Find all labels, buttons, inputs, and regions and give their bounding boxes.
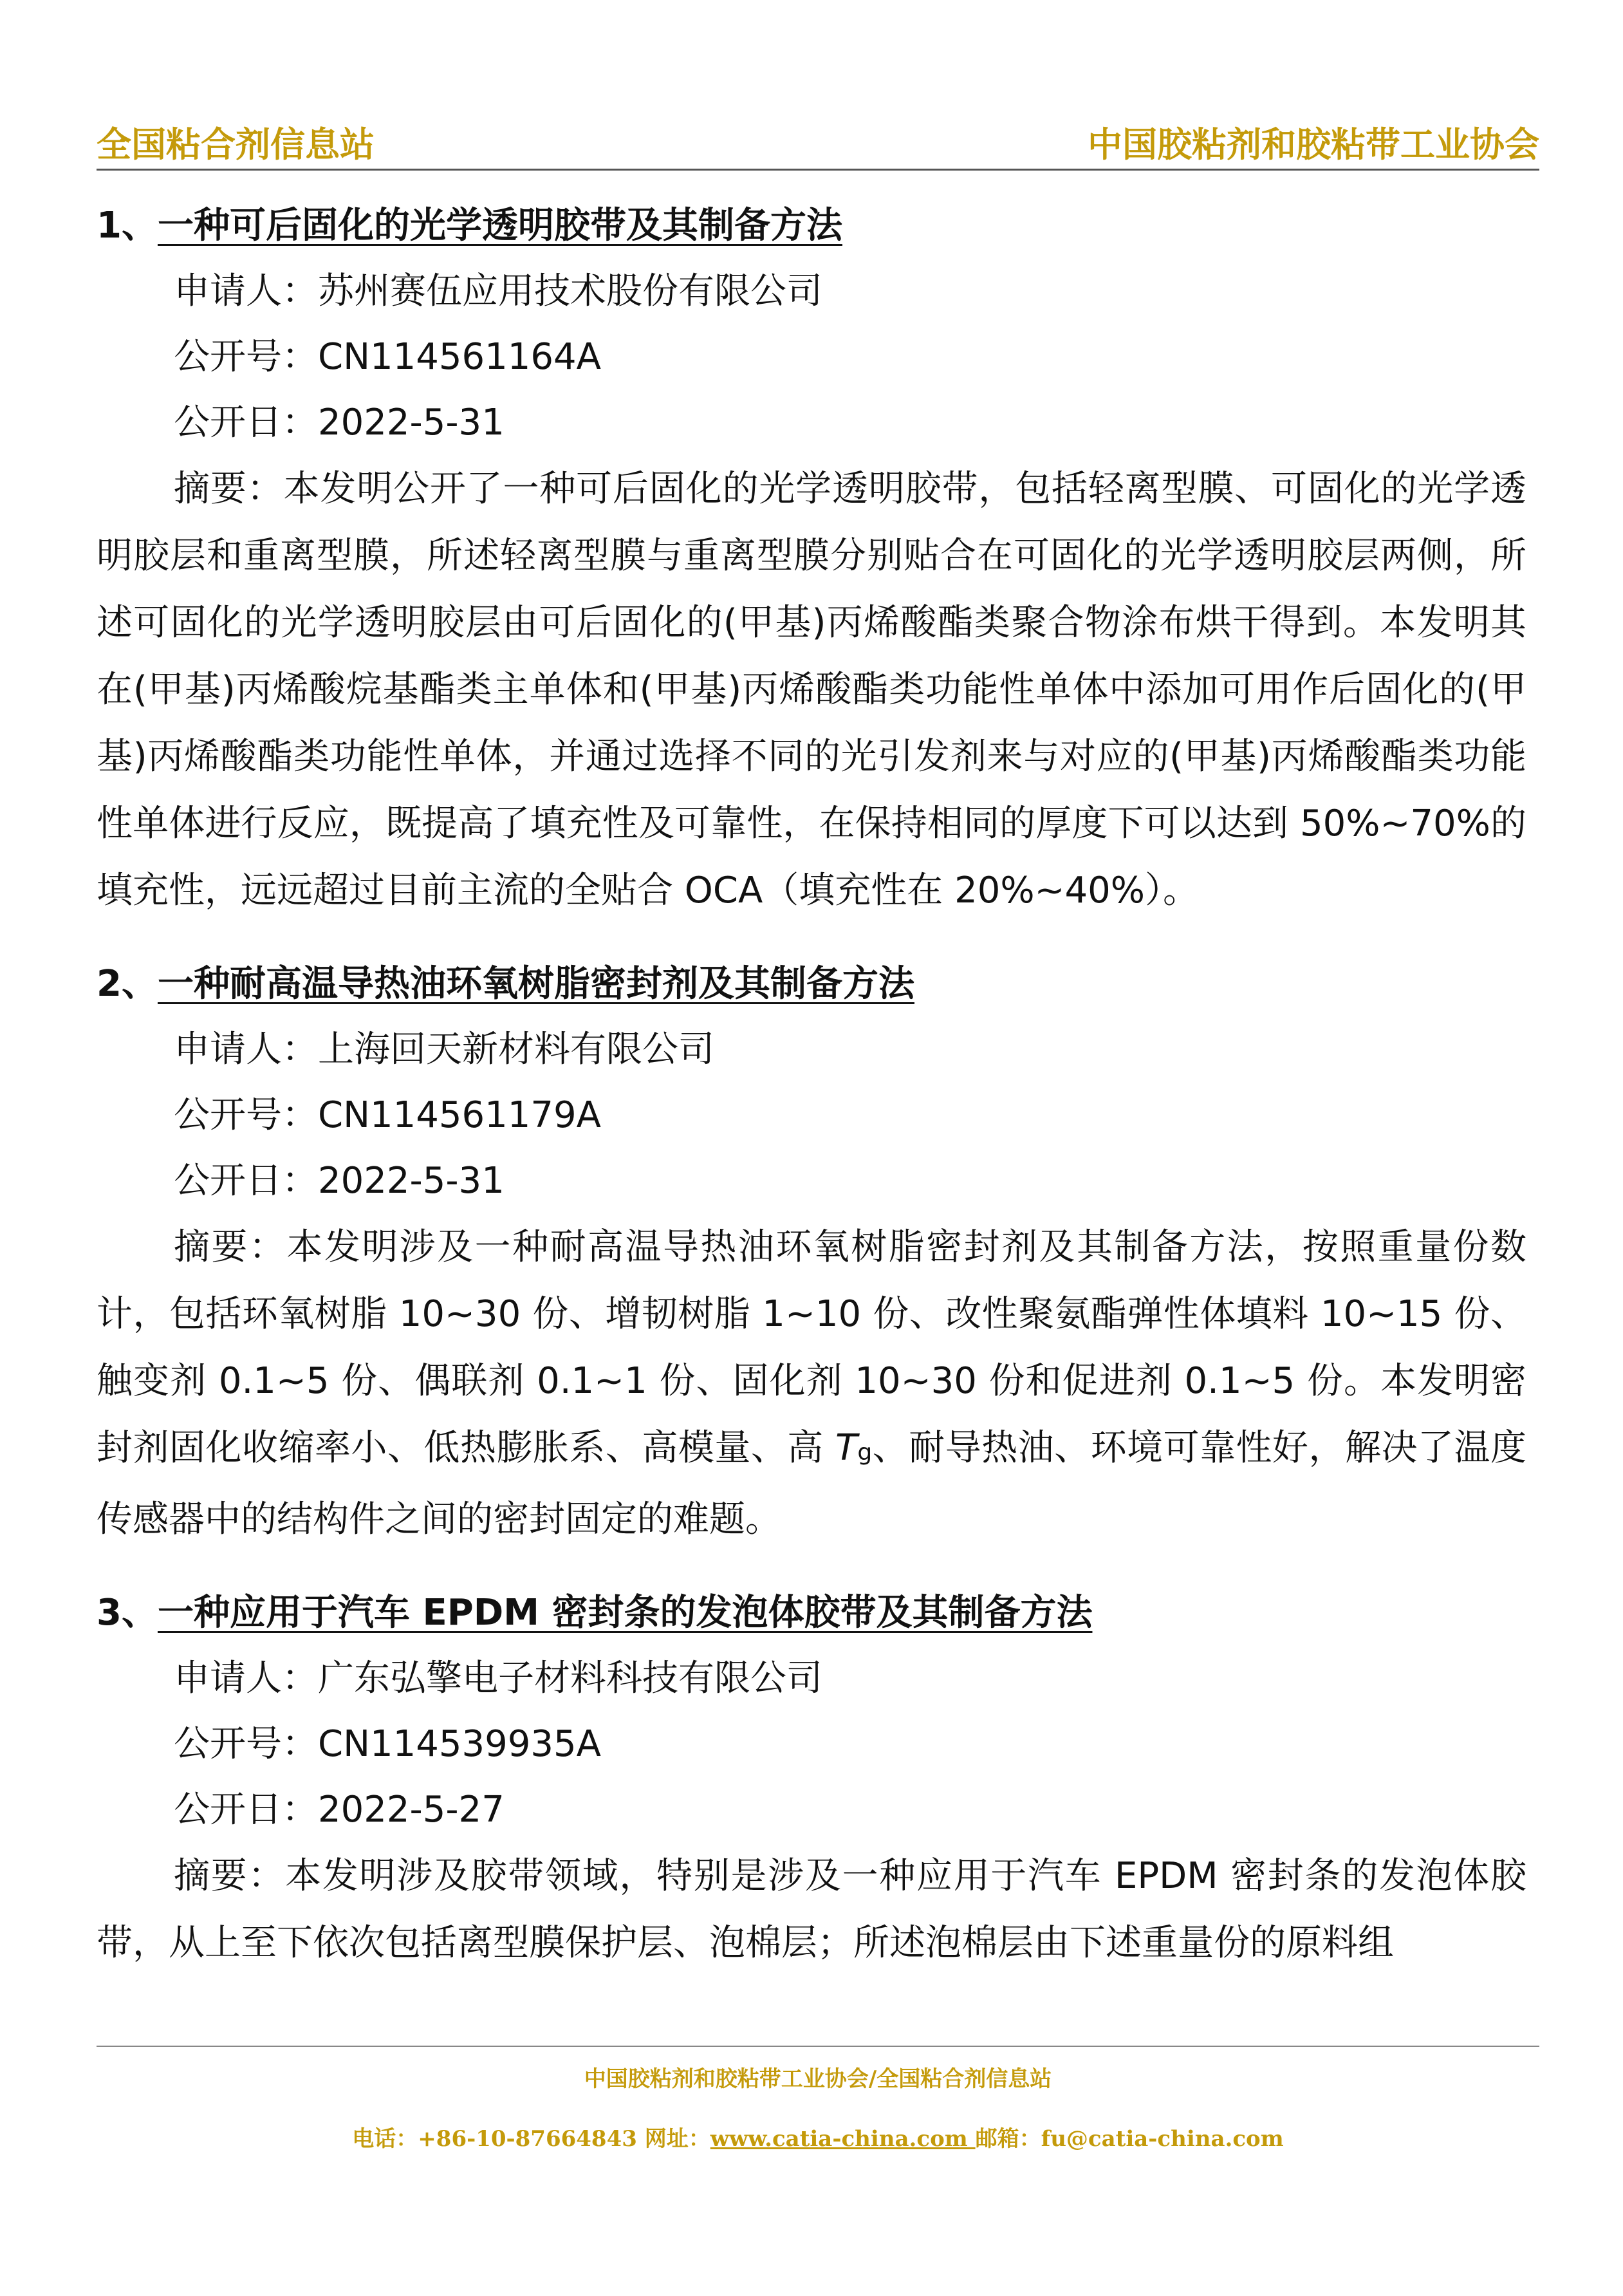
abstract: [97, 1214, 1526, 1553]
tg-symbol: T: [835, 1427, 858, 1469]
tg-subscript: g: [857, 1439, 873, 1466]
patent-entry: [97, 951, 1526, 1553]
applicant: 申请人：上海回天新材料有限公司: [174, 1029, 714, 1070]
abstract-text-b: 、耐导热油、环境可靠性好，解决了温度传感器中的结构件之间的密封固定的难题。: [97, 1427, 1526, 1540]
footer-contact: [97, 2121, 1539, 2152]
entry-number: 2、: [97, 963, 158, 1005]
publication-number: 公开号：CN114561179A: [174, 1094, 601, 1136]
publication-number: 公开号：CN114561164A: [174, 336, 601, 378]
applicant: 申请人：苏州赛伍应用技术股份有限公司: [174, 270, 822, 312]
header-site-name: 全国粘合剂信息站: [97, 124, 375, 165]
page-footer: [97, 2046, 1539, 2152]
publication-date: 公开日：2022-5-31: [174, 402, 505, 443]
applicant: 申请人：广东弘擎电子材料科技有限公司: [174, 1657, 822, 1699]
abstract: 摘要：本发明公开了一种可后固化的光学透明胶带，包括轻离型膜、可固化的光学透明胶层和重离型膜，所述轻离型膜与重离型膜分别贴合在可固化的光学透明胶层两侧，所述可固化的光学透明胶层由可后固化的(甲基)丙烯酸酯类聚合物涂布烘干得到。本发明其在(甲基)丙烯酸烷基酯类主单体和(甲基)丙烯酸酯类功能性单体中添加可用作后固化的(甲基)丙烯酸酯类功能性单体，并通过选择不同的光引发剂来与对应的(甲基)丙烯酸酯类功能性单体进行反应，既提高了填充性及可靠性，在保持相同的厚度下可以达到 50%~70%的填充性，远远超过目前主流的全贴合 OCA（填充性在 20%~40%）。: [97, 468, 1526, 911]
patent-entry: [97, 193, 1526, 924]
footer-phone: 电话：+86-10-87664843 网址：: [352, 2126, 710, 2152]
entry-title: [97, 193, 1526, 259]
entry-title: [97, 951, 1526, 1017]
footer-organization: 中国胶粘剂和胶粘带工业协会/全国粘合剂信息站: [584, 2066, 1052, 2092]
entry-number: 3、: [97, 1592, 158, 1634]
abstract-text-a: 摘要：本发明涉及一种耐高温导热油环氧树脂密封剂及其制备方法，按照重量份数计，包括环氧树脂 10~30 份、增韧树脂 1~10 份、改性聚氨酯弹性体填料 10~15 份、触变剂 0.1~5 份、偶联剂 0.1~1 份、固化剂 10~30 份和促进剂 0.1~5 份。本发明密封剂固化收缩率小、低热膨胀系、高模量、高: [97, 1226, 1526, 1469]
publication-date: 公开日：2022-5-31: [174, 1160, 505, 1202]
publication-date: 公开日：2022-5-27: [174, 1789, 505, 1831]
abstract: 摘要：本发明涉及胶带领域，特别是涉及一种应用于汽车 EPDM 密封条的发泡体胶带，从上至下依次包括离型膜保护层、泡棉层；所述泡棉层由下述重量份的原料组: [97, 1855, 1526, 1964]
entry-number: 1、: [97, 205, 158, 247]
entry-title-text: 一种可后固化的光学透明胶带及其制备方法: [157, 205, 842, 247]
header-association-name: 中国胶粘剂和胶粘带工业协会: [1088, 124, 1539, 165]
page-header: [97, 109, 1539, 171]
entry-title: [97, 1580, 1526, 1646]
footer-website-link[interactable]: www.catia-china.com: [710, 2126, 976, 2152]
patent-entry: [97, 1580, 1526, 1977]
publication-number: 公开号：CN114539935A: [174, 1723, 601, 1765]
entry-title-text: 一种应用于汽车 EPDM 密封条的发泡体胶带及其制备方法: [157, 1592, 1093, 1634]
entry-title-text: 一种耐高温导热油环氧树脂密封剂及其制备方法: [157, 963, 914, 1005]
footer-email: 邮箱：fu@catia-china.com: [975, 2126, 1284, 2152]
document-body: [97, 193, 1526, 2004]
